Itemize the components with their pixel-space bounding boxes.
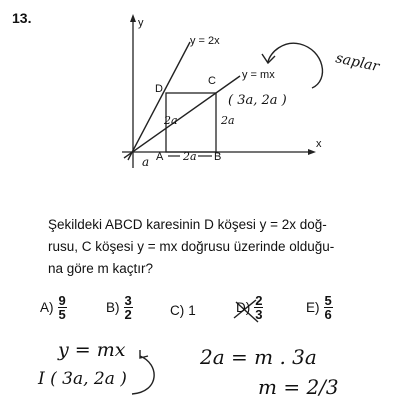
question-line-2: rusu, C köşesi y = mx doğrusu üzerinde olduğu- xyxy=(48,239,335,254)
option-d-num: 2 xyxy=(255,293,263,308)
option-c-label: C) xyxy=(170,303,185,318)
hand-note-top: saplar xyxy=(334,50,381,76)
option-e-den: 6 xyxy=(324,307,332,322)
hand-bottom-arrow xyxy=(132,356,154,394)
option-a[interactable] xyxy=(40,294,67,321)
option-b-num: 3 xyxy=(124,293,132,308)
vertex-a: A xyxy=(156,151,164,163)
question-text xyxy=(48,214,398,280)
option-b-label: B) xyxy=(106,300,120,315)
question-number: 13. xyxy=(12,10,32,26)
x-axis-label: x xyxy=(316,138,322,150)
hand-curved-arrow xyxy=(268,43,322,88)
option-d-den: 3 xyxy=(255,307,263,322)
hand-calc2: m = 2/3 xyxy=(258,375,339,399)
option-e-fraction xyxy=(324,294,333,321)
hand-point-c: ( 3a, 2a ) xyxy=(228,93,287,108)
hand-side-ad: 2a xyxy=(164,114,178,127)
option-a-fraction xyxy=(58,294,67,321)
option-e[interactable] xyxy=(306,294,333,321)
option-a-num: 9 xyxy=(58,293,66,308)
line-y-2x xyxy=(128,42,190,160)
question-line-1: Şekildeki ABCD karesinin D köşesi y = 2x doğ- xyxy=(48,217,327,232)
hand-side-bc: 2a xyxy=(221,114,235,127)
option-d[interactable] xyxy=(236,294,263,321)
vertex-d: D xyxy=(155,83,163,95)
option-b[interactable] xyxy=(106,294,133,321)
y-axis-arrow xyxy=(130,14,136,22)
option-c-value: 1 xyxy=(188,303,196,318)
option-e-num: 5 xyxy=(324,293,332,308)
vertex-b: B xyxy=(214,151,222,163)
option-e-label: E) xyxy=(306,300,320,315)
answer-options xyxy=(40,294,410,334)
option-a-label: A) xyxy=(40,300,54,315)
hand-eq-line: y = mx xyxy=(58,339,126,361)
x-axis-arrow xyxy=(308,149,316,155)
question-line-3: na göre m kaçtır? xyxy=(48,261,154,276)
option-b-fraction xyxy=(124,294,133,321)
option-a-den: 5 xyxy=(58,307,66,322)
line2-label: y = mx xyxy=(242,69,275,81)
option-c[interactable] xyxy=(170,303,196,318)
option-d-fraction xyxy=(254,294,263,321)
hand-segment-ab: 2a xyxy=(183,150,197,163)
y-axis-label: y xyxy=(138,17,144,29)
option-d-label: D) xyxy=(236,300,251,315)
option-b-den: 2 xyxy=(124,307,132,322)
vertex-c: C xyxy=(208,75,216,87)
line1-label: y = 2x xyxy=(190,35,220,47)
hand-origin-a: a xyxy=(142,155,150,169)
hand-calc1: 2a = m . 3a xyxy=(200,345,317,369)
hand-point-line: I ( 3a, 2a ) xyxy=(38,369,127,389)
